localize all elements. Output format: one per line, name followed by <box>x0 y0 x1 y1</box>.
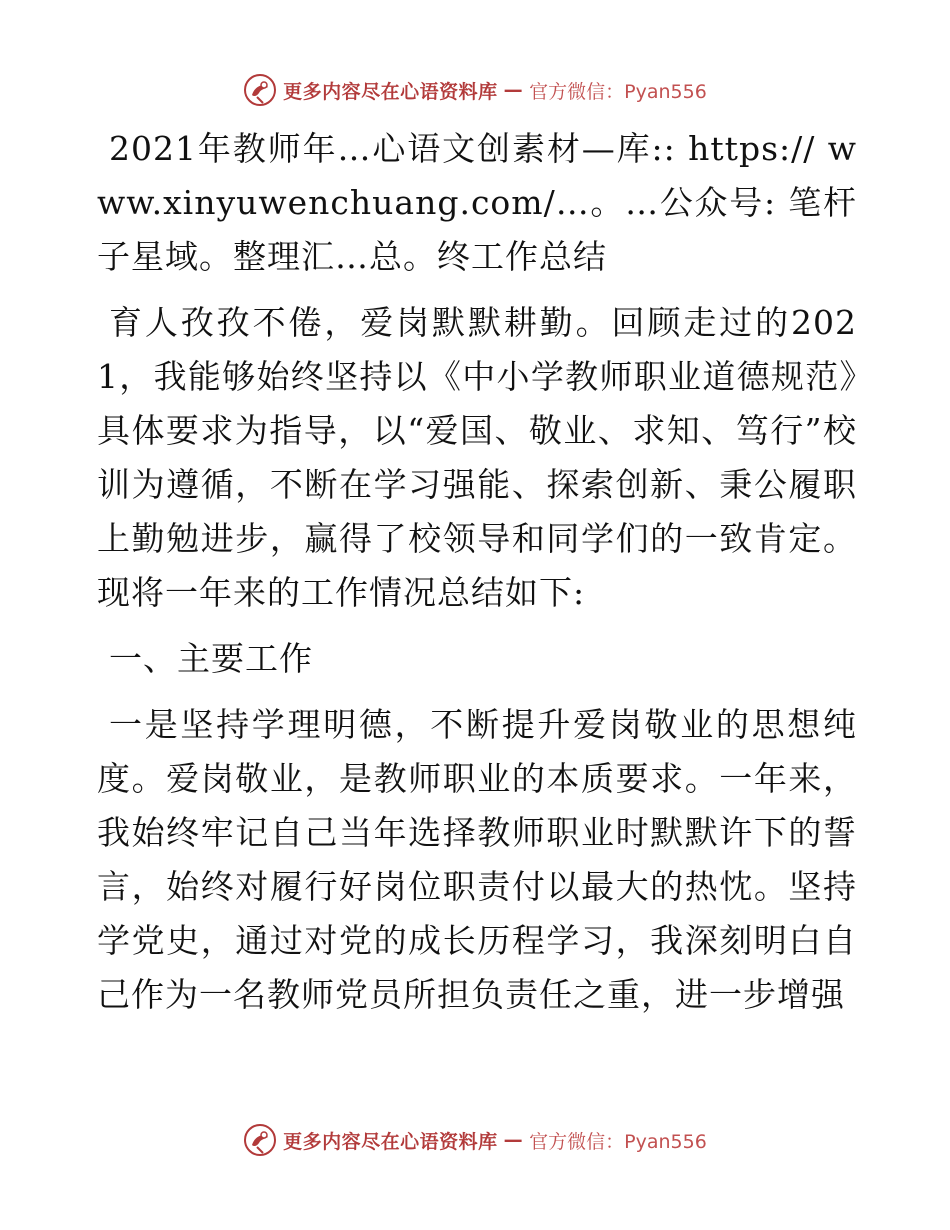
watermark-footer <box>0 1120 950 1160</box>
intro-paragraph: 育人孜孜不倦，爱岗默默耕勤。回顾走过的2021，我能够始终坚持以《中小学教师职业道德规范》具体要求为指导，以“爱国、敬业、求知、笃行”校训为遵循，不断在学习强能、探索创新、秉公履职上勤勉进步，赢得了校领导和同学们的一致肯定。现将一年来的工作情况总结如下: <box>97 303 857 612</box>
watermark-brand: 更多内容尽在心语资料库 <box>283 1130 498 1153</box>
rose-logo-icon <box>243 73 277 107</box>
watermark-header <box>0 70 950 110</box>
header-paragraph: 2021年教师年…心语文创素材—库:: https:// www.xinyuwenchuang.com/…。…公众号: 笔杆子星域。整理汇…总。终工作总结 <box>97 129 857 276</box>
document-body <box>97 122 857 1034</box>
watermark-contact: 官方微信：Pyan556 <box>529 80 707 103</box>
watermark-dash: — <box>503 1129 524 1151</box>
watermark-contact: 官方微信：Pyan556 <box>529 1130 707 1153</box>
section-paragraph: 一是坚持学理明德，不断提升爱岗敬业的思想纯度。爱岗敬业，是教师职业的本质要求。一年来，我始终牢记自己当年选择教师职业时默默许下的誓言，始终对履行好岗位职责付以最大的热忱。坚持学党史，通过对党的成长历程学习，我深刻明白自己作为一名教师党员所担负责任之重，进一步增强 <box>97 705 857 1014</box>
watermark-brand: 更多内容尽在心语资料库 <box>283 80 498 103</box>
section-heading: 一、主要工作 <box>109 639 313 678</box>
watermark-dash: — <box>503 79 524 101</box>
rose-logo-icon <box>243 1123 277 1157</box>
